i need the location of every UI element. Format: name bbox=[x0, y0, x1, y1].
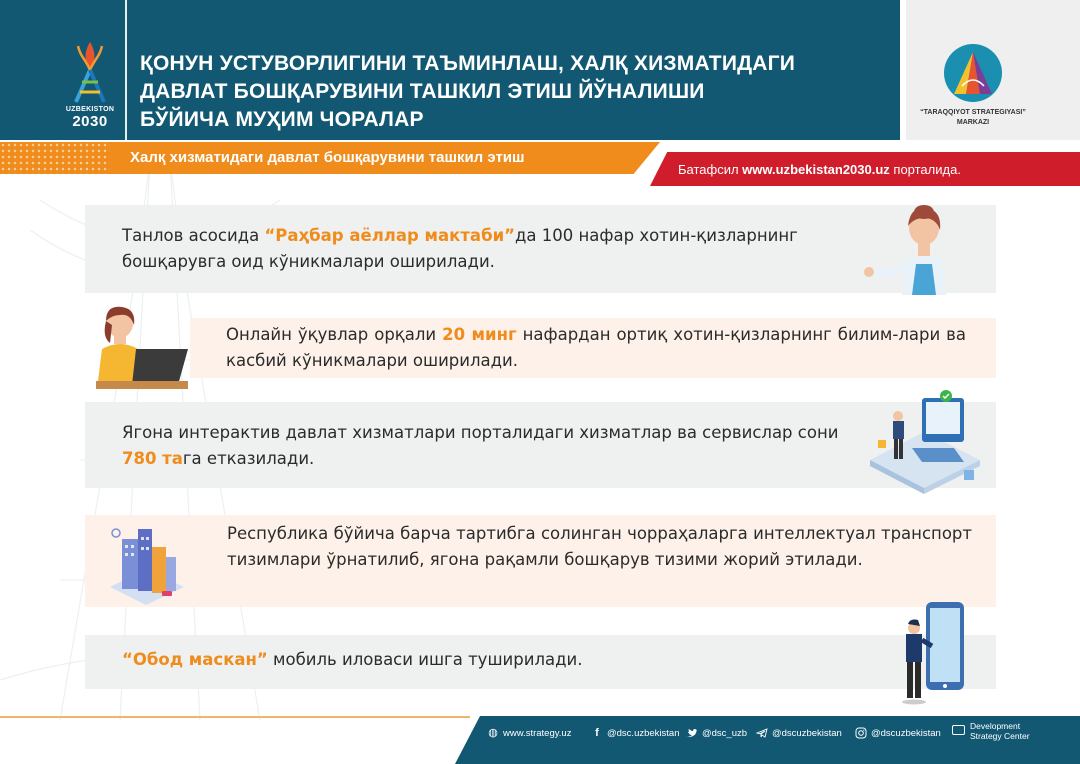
measure-text-3 bbox=[122, 420, 852, 472]
footer-twitter-text: @dsc_uzb bbox=[702, 727, 748, 739]
text-part: нафардан ортиқ хотин-қизларнинг билим-лари ва касбий кўникмалари оширилади. bbox=[226, 325, 966, 370]
highlight-text: 780 та bbox=[122, 449, 183, 468]
measure-text-2 bbox=[226, 322, 966, 374]
footer-instagram[interactable] bbox=[855, 725, 941, 741]
twitter-icon bbox=[686, 727, 698, 739]
footer-instagram-text: @dscuzbekistan bbox=[871, 727, 941, 739]
title-line-1: ҚОНУН УСТУВОРЛИГИНИ ТАЪМИНЛАШ, ХАЛҚ ХИЗМАТИДАГИ bbox=[140, 52, 796, 75]
portal-link[interactable]: www.uzbekistan2030.uz bbox=[742, 162, 890, 177]
footer-website-text: www.strategy.uz bbox=[503, 727, 572, 739]
text-part: га етказилади. bbox=[182, 449, 315, 468]
logo-brand-text: UZBEKISTON bbox=[65, 106, 115, 113]
text-part: да 100 нафар хотин-қизларнинг бошқарувга оид кўникмалари оширилади. bbox=[122, 226, 798, 271]
telegram-icon bbox=[756, 727, 768, 739]
portal-suffix: порталида. bbox=[889, 162, 961, 177]
highlight-text: “Обод маскан” bbox=[122, 650, 268, 669]
facebook-icon: f bbox=[595, 727, 599, 739]
measure-text-5 bbox=[122, 647, 822, 673]
footer-website[interactable] bbox=[487, 725, 571, 741]
section-title: Халқ хизматидаги давлат бошқарувини ташкил этиш bbox=[130, 149, 525, 166]
footer-dsc-line2: Strategy Center bbox=[970, 731, 1030, 741]
woman-laptop-illustration bbox=[92, 303, 192, 395]
footer-dsc-line1: Development bbox=[970, 721, 1021, 731]
footer-facebook[interactable] bbox=[591, 725, 679, 741]
footer-twitter[interactable] bbox=[686, 725, 747, 741]
highlight-text: “Раҳбар аёллар мактаби” bbox=[264, 226, 515, 245]
footer-facebook-text: @dsc.uzbekistan bbox=[607, 727, 680, 739]
highlight-text: 20 минг bbox=[442, 325, 517, 344]
partner-panel bbox=[906, 0, 1080, 140]
globe-icon: ◍ bbox=[488, 727, 498, 739]
title-line-2: ДАВЛАТ БОШҚАРУВИНИ ТАШКИЛ ЭТИШ ЙЎНАЛИШИ bbox=[140, 80, 705, 103]
footer-telegram[interactable] bbox=[756, 725, 842, 741]
text-part: мобиль иловаси ишга туширилади. bbox=[267, 650, 583, 669]
emblem-icon bbox=[58, 36, 122, 106]
taraqqiyot-logo-icon bbox=[944, 44, 1002, 102]
woman-presenting-illustration bbox=[862, 200, 980, 295]
text-part: Ягона интерактив давлат хизматлари порталидаги хизматлар ва сервислар сони bbox=[122, 423, 839, 442]
uzbekistan-2030-logo bbox=[58, 36, 122, 132]
portal-prefix: Батафсил bbox=[678, 162, 743, 177]
header-divider bbox=[125, 0, 127, 140]
page-title bbox=[140, 50, 880, 134]
footer-telegram-text: @dscuzbekistan bbox=[772, 727, 842, 739]
monitor-icon bbox=[952, 725, 965, 735]
instagram-icon bbox=[855, 727, 867, 739]
measure-text-1 bbox=[122, 223, 882, 275]
logo-year-text: 2030 bbox=[72, 113, 108, 130]
partner-name-line2: MARKAZI bbox=[956, 119, 990, 126]
footer-accent-line bbox=[0, 716, 470, 718]
smart-city-illustration bbox=[106, 517, 188, 609]
partner-name bbox=[906, 108, 1040, 128]
online-services-illustration bbox=[864, 388, 984, 496]
mobile-app-illustration bbox=[898, 600, 968, 706]
text-part: Танлов асосида bbox=[122, 226, 265, 245]
text-part: Онлайн ўқувлар орқали bbox=[226, 325, 443, 344]
header-banner bbox=[0, 0, 900, 140]
measure-text-4: Республика бўйича барча тартибга солинган чорраҳаларга интеллектуал транспорт тизимлари ўрнатилиб, ягона рақамли бошқарув тизими жорий этилади. bbox=[227, 524, 972, 569]
portal-note bbox=[678, 159, 1078, 181]
footer-dsc-text bbox=[970, 721, 1070, 741]
title-line-3: БЎЙИЧА МУҲИМ ЧОРАЛАР bbox=[140, 108, 424, 131]
partner-name-line1: “TARAQQIYOT STRATEGIYASI” bbox=[920, 109, 1026, 116]
